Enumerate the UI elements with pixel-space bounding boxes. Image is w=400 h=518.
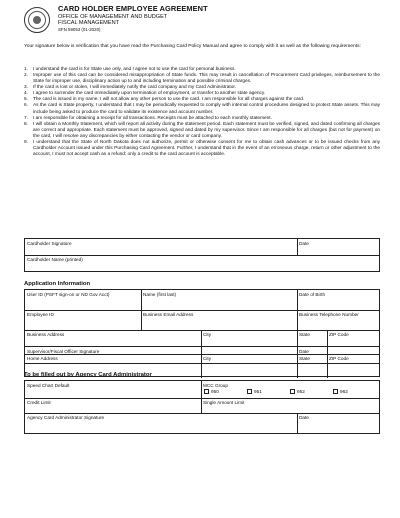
name-field[interactable]: Name (first last) [143,291,177,297]
business-state-field[interactable]: State [299,331,310,337]
home-zip-field[interactable]: ZIP Code [329,355,349,361]
home-city-field[interactable]: City [203,355,212,361]
business-zip-field[interactable]: ZIP Code [329,331,349,337]
list-item: 3. If the card is lost or stolen, I will immediately notify the card company and my Card Administrator. [24,85,237,91]
admin-grid [24,380,380,434]
list-item: 7. I am responsible for obtaining a receipt for all transactions. Receipts must be attached to each monthly statement. [24,115,272,121]
mcc-option-951[interactable]: 951 [247,389,262,394]
office-name: OFFICE OF MANAGEMENT AND BUDGET [58,13,168,20]
admin-signature-field[interactable]: Agency Card Administrator Signature [27,414,105,420]
home-state-field[interactable]: State [299,355,310,361]
business-email-field[interactable]: Business Email Address [143,311,194,317]
mcc-group-field: MCC Group 950 951 952 962 [203,382,348,394]
cardholder-signature-field[interactable]: Cardholder Signature [27,240,72,246]
application-heading: Application Information [24,281,91,287]
checkbox-icon [247,389,252,394]
mcc-option-952[interactable]: 952 [290,389,305,394]
list-item: 2. Improper use of this card can be considered misappropriation of State funds. This may result in cancellation of Procurement Card privileges, reimbursement to the State for improper use, disciplinary action up to and including termination and possible criminal charges. [24,73,380,85]
checkbox-icon [204,389,209,394]
form-number: SFN 59053 (01-2020) [58,27,101,33]
mcc-option-950[interactable]: 950 [204,389,219,394]
business-phone-field[interactable]: Business Telephone Number [299,311,359,317]
single-amount-limit-field[interactable]: Single Amount Limit [203,399,245,405]
supervisor-signature-box [24,346,380,364]
list-item: 1. I understand the card is for State use only, and I agree not to use the card for personal business. [24,67,236,72]
requirements-list [24,67,380,158]
supervisor-date-field[interactable]: Date [299,348,309,354]
state-seal-icon [24,7,50,33]
list-item: 8. I will obtain a Monthly Statement, which will report all activity during the statement period. Each statement must be verified, signed, and dated confirming all charges are correct and appropriate. Each statement must be approved, signed and dated by my supervisor. Since I am responsible for all charges (but not for payment) on the card, I will resolve any discrepancies by either contacting the vendor or card company. [24,121,380,139]
home-address-field[interactable]: Home Address [27,355,58,361]
cardholder-signature-date-field[interactable]: Date [299,240,309,246]
list-item: 9. I understand that the State of North Dakota does not authorize, permit or otherwise consent for me to obtain cash advances or to be issued checks from any Cardholder Account issued under this Purchasing Card Agreement. Further, I understand that in the event of an erroneous charge, return or other adjustment to the account, I must not accept cash as a refund; only a credit to the card account is acceptable. [24,139,380,158]
list-item: 5. The card is issued in my name. I will not allow any other person to use the card. I am responsible for all charges against the card. [24,97,305,103]
form-title: CARD HOLDER EMPLOYEE AGREEMENT [58,4,208,13]
business-address-field[interactable]: Business Address [27,331,65,337]
user-id-field[interactable]: User ID (PSFT sign-on or ND Gov Acct) [27,291,110,297]
admin-heading: To be filled out by Agency Card Administrator [24,372,152,378]
list-item: 4. I agree to surrender the card immediately upon termination of employment, or transfer to another state agency. [24,91,266,97]
business-city-field[interactable]: City [203,331,212,337]
employee-id-field[interactable]: Employee ID [27,311,54,317]
cardholder-signature-box [24,238,380,272]
form-header [58,5,208,32]
list-item: 6. As the card is State property, I understand that I may be periodically requested to comply with internal control procedures designed to protect State assets. This may include being asked to produce the card to validate its existence and account number. [24,103,380,115]
checkbox-icon [333,389,338,394]
admin-date-field[interactable]: Date [299,414,309,420]
supervisor-signature-field[interactable]: Supervisor/Fiscal Officer Signature [27,348,100,354]
checkbox-icon [290,389,295,394]
mcc-option-962[interactable]: 962 [333,389,348,394]
date-of-birth-field[interactable]: Date of Birth [299,291,326,297]
intro-text: Your signature below is verification that you have read the Purchasing Card Policy Manual and agree to comply with it as well as the following requirements: [24,44,361,49]
cardholder-name-field[interactable]: Cardholder Name (printed) [27,256,83,262]
division-name: FISCAL MANAGEMENT [58,19,120,26]
speed-chart-field[interactable]: Speed Chart Default [27,382,70,388]
credit-limit-field[interactable]: Credit Limit [27,399,51,405]
